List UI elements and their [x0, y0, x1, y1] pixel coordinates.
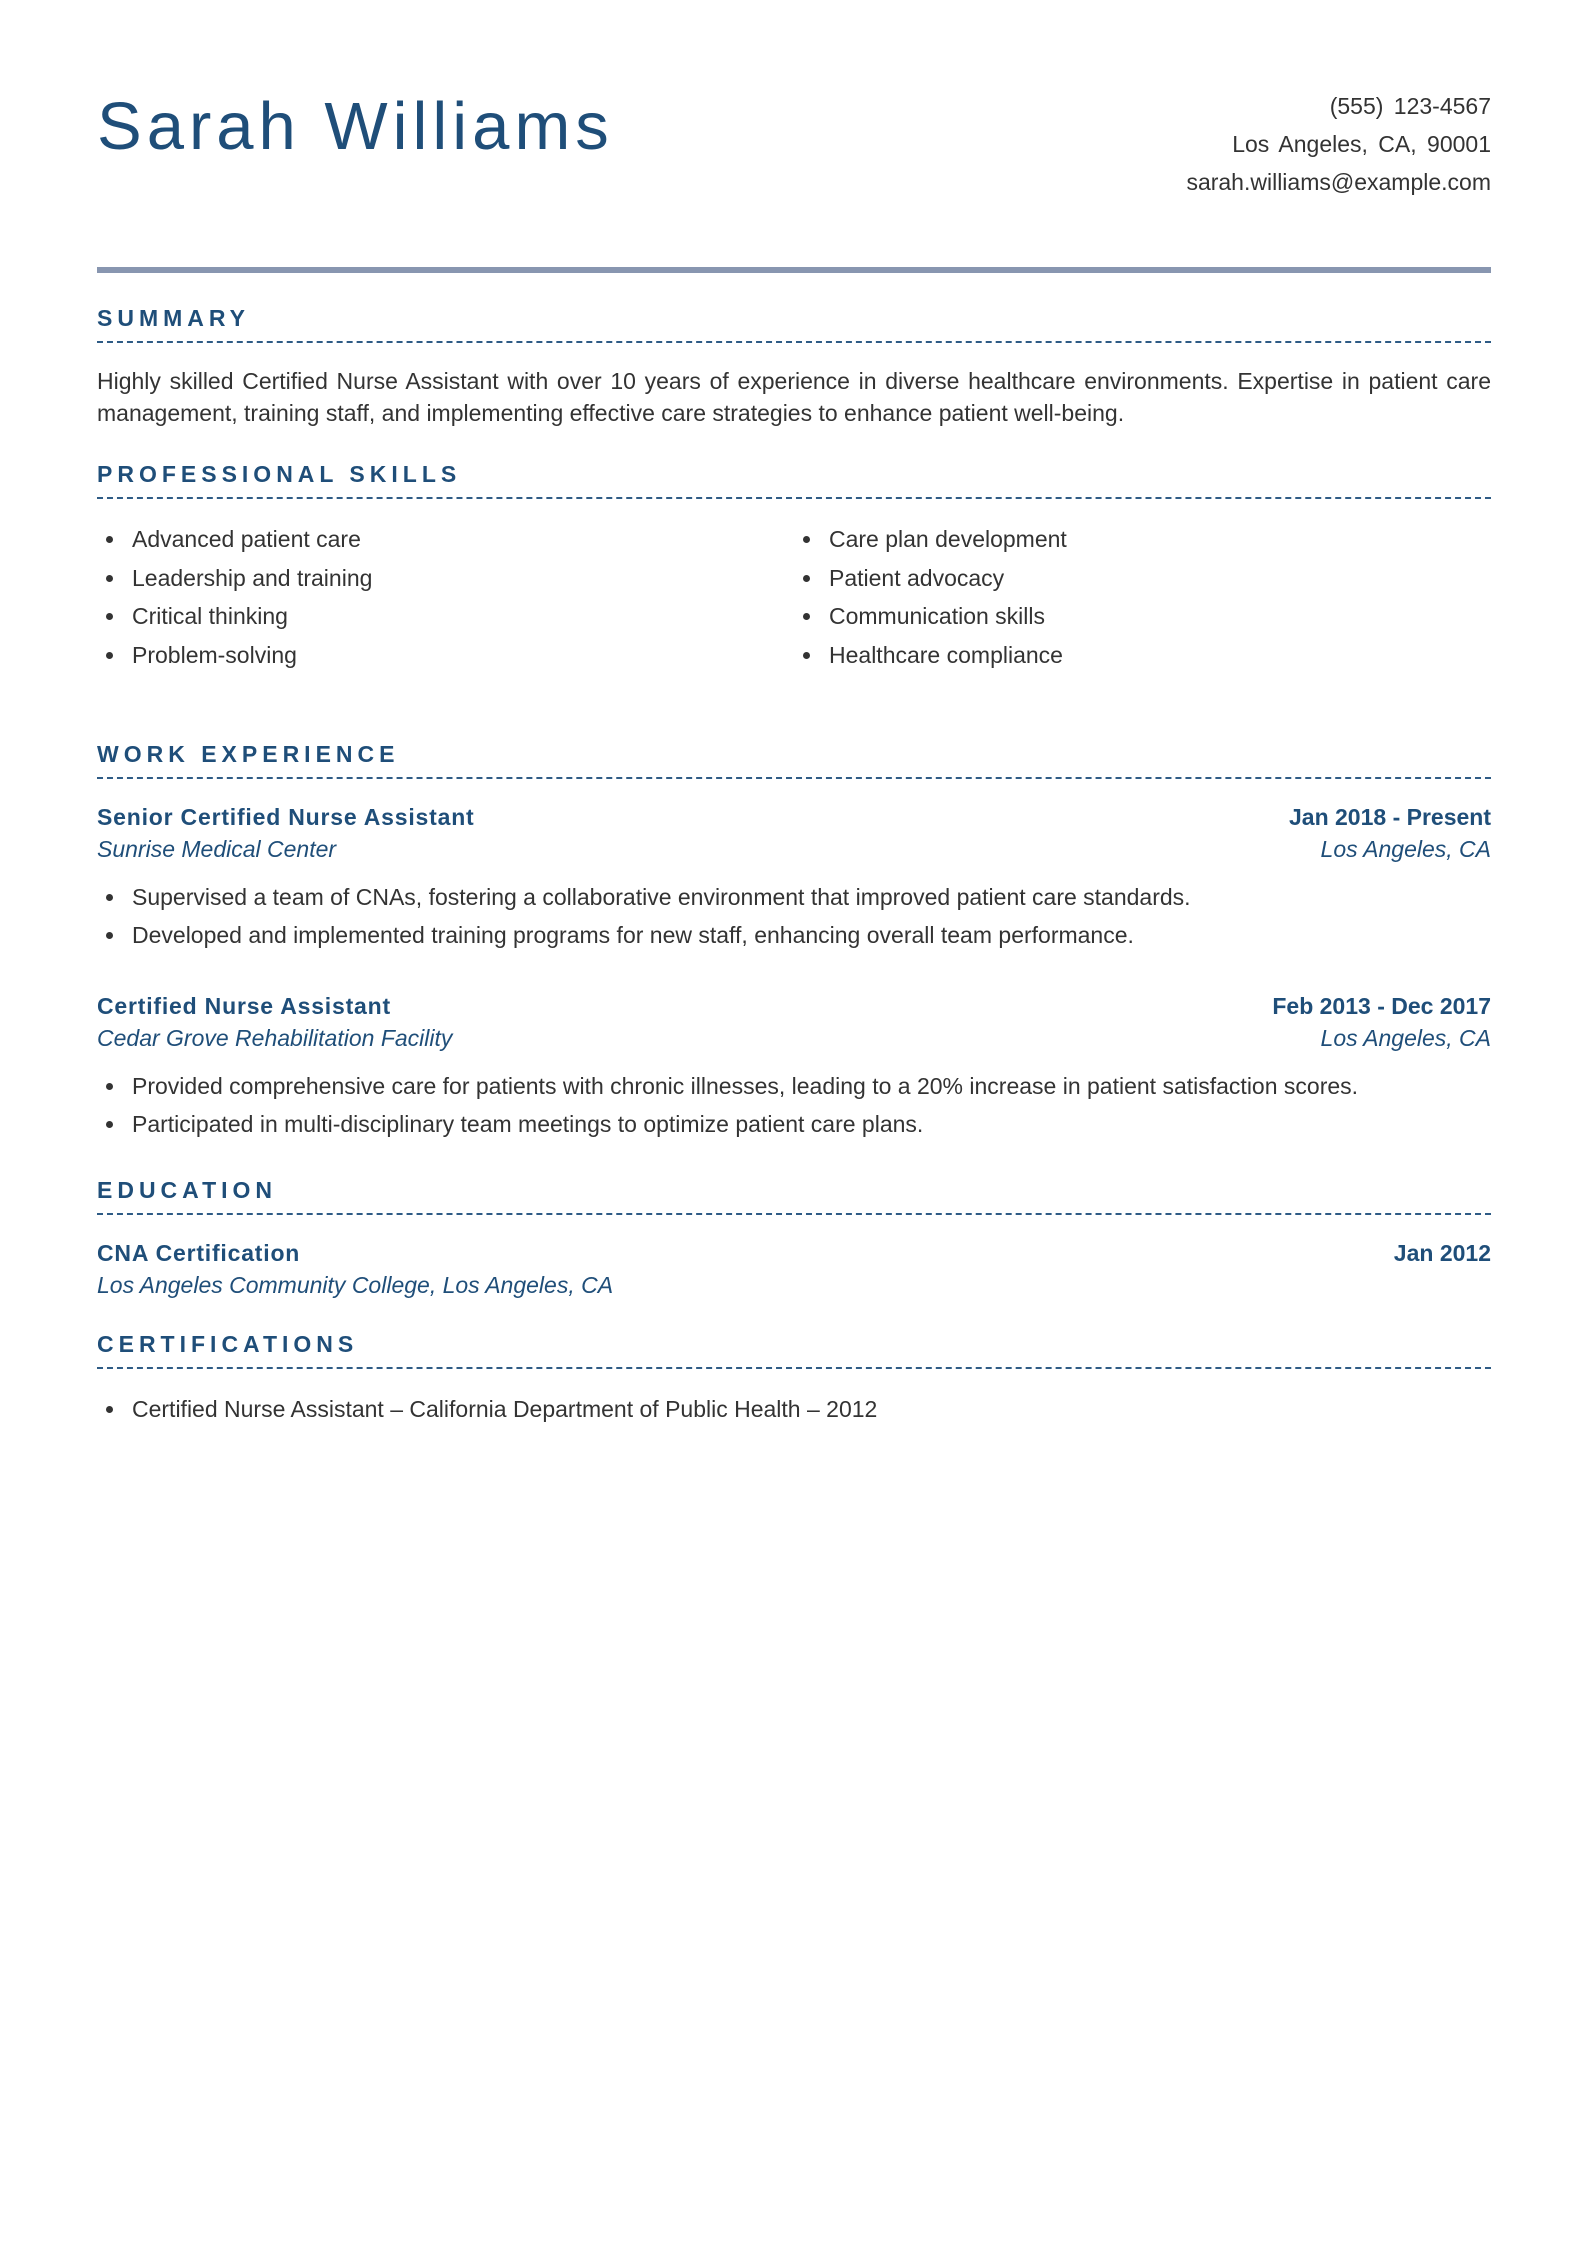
resume-page: [97, 0, 1491, 1422]
job-bullet: Participated in multi-disciplinary team meetings to optimize patient care plans.: [97, 1105, 1491, 1143]
job-title: Senior Certified Nurse Assistant: [97, 804, 475, 830]
job-location: Los Angeles, CA: [1320, 1025, 1491, 1051]
resume-header: [97, 0, 1491, 276]
skill-item: Critical thinking: [97, 597, 794, 636]
education-heading: EDUCATION: [97, 1176, 1491, 1215]
email-address: sarah.williams@example.com: [1186, 169, 1491, 195]
education-date: Jan 2012: [1393, 1240, 1491, 1266]
job-bullet: Developed and implemented training programs for new staff, enhancing overall team performance.: [97, 916, 1491, 954]
skill-item: Advanced patient care: [97, 520, 794, 559]
skill-item: Leadership and training: [97, 559, 794, 598]
skill-item: Care plan development: [794, 520, 1491, 559]
certifications-section: [97, 1330, 1491, 1428]
job-title: Certified Nurse Assistant: [97, 993, 391, 1019]
skill-item: Patient advocacy: [794, 559, 1491, 598]
skills-section: [97, 460, 1491, 674]
education-school: Los Angeles Community College, Los Angeles, CA: [97, 1272, 614, 1298]
job-employer: Cedar Grove Rehabilitation Facility: [97, 1025, 453, 1051]
job-dates: Feb 2013 - Dec 2017: [1272, 993, 1491, 1019]
candidate-name: Sarah Williams: [97, 89, 614, 164]
certifications-heading: CERTIFICATIONS: [97, 1330, 1491, 1369]
job-bullet: Supervised a team of CNAs, fostering a collaborative environment that improved patient care standards.: [97, 878, 1491, 916]
header-divider: [97, 267, 1491, 273]
skill-item: Problem-solving: [97, 636, 794, 675]
phone-number: (555) 123-4567: [1329, 93, 1491, 119]
skills-grid: [97, 520, 1491, 674]
job-employer: Sunrise Medical Center: [97, 836, 337, 862]
address: Los Angeles, CA, 90001: [1232, 131, 1491, 157]
skill-item: Healthcare compliance: [794, 636, 1491, 675]
education-entry: [97, 1237, 1491, 1301]
education-degree: CNA Certification: [97, 1240, 301, 1266]
job-bullet: Provided comprehensive care for patients with chronic illnesses, leading to a 20% increase in patient satisfaction scores.: [97, 1067, 1491, 1105]
job-entry: [97, 801, 1491, 954]
experience-section: [97, 740, 1491, 1143]
skill-item: Communication skills: [794, 597, 1491, 636]
job-location: Los Angeles, CA: [1320, 836, 1491, 862]
skills-heading: PROFESSIONAL SKILLS: [97, 460, 1491, 499]
skills-column-right: [794, 520, 1491, 674]
education-section: [97, 1176, 1491, 1301]
summary-text: Highly skilled Certified Nurse Assistant with over 10 years of experience in diverse healthcare environments. Expertise in patient care management, training staff, and implementing effective care strategies to enhance patient well-being.: [97, 368, 1491, 426]
summary-section: [97, 304, 1491, 429]
skills-column-left: [97, 520, 794, 674]
summary-heading: SUMMARY: [97, 304, 1491, 343]
certification-item: Certified Nurse Assistant – California Department of Public Health – 2012: [97, 1390, 1491, 1428]
contact-info: [1186, 87, 1491, 201]
job-entry: [97, 990, 1491, 1143]
job-dates: Jan 2018 - Present: [1288, 804, 1491, 830]
experience-heading: WORK EXPERIENCE: [97, 740, 1491, 779]
